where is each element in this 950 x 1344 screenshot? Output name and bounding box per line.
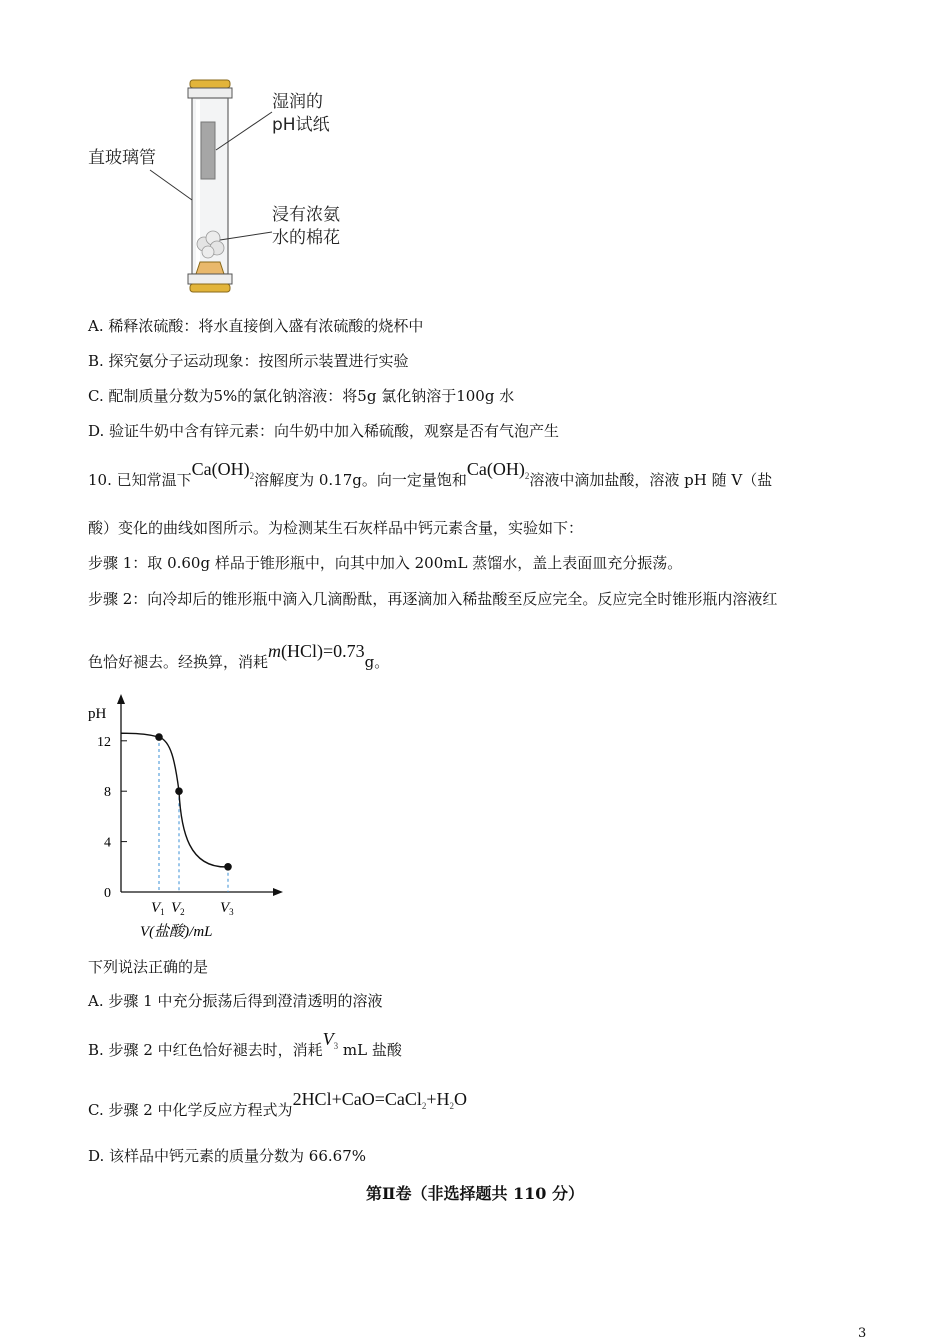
y-tick-label: 4 [104, 835, 111, 851]
eq-part-3: O [454, 1089, 468, 1109]
q10-option-b-text: B. 步骤 2 中红色恰好褪去时，消耗 [88, 1041, 323, 1059]
q10-question: 下列说法正确的是 [88, 958, 209, 976]
q10-option-c [88, 1089, 468, 1122]
q10-text-a: 10. 已知常温下 [88, 471, 192, 489]
eq-sub-2b: 2 [449, 1101, 455, 1111]
x-axis-arrow [273, 888, 283, 896]
tube-top-clamp [188, 88, 232, 98]
q10-line-5 [88, 641, 390, 672]
label-cotton-1: 浸有浓氨 [272, 205, 340, 225]
page-number: 3 [858, 1326, 867, 1341]
x-tick-label: $V_1$ [151, 900, 165, 917]
tube-top-cap [190, 80, 230, 88]
guide-lines [159, 737, 228, 892]
y-tick-label: 8 [104, 785, 111, 801]
q10-text-l5a: 色恰好褪去。经换算，消耗 [88, 653, 269, 671]
label-ph-paper-2: pH试纸 [272, 115, 330, 135]
ph-curve [121, 733, 228, 867]
data-point-v1 [155, 733, 163, 741]
y-axis-label: pH [88, 706, 107, 722]
q10-step-2: 步骤 2：向冷却后的锥形瓶中滴入几滴酚酞，再逐滴加入稀盐酸至反应完全。反应完全时锥形瓶内溶液红 [88, 590, 778, 608]
formula-equation [293, 1089, 467, 1109]
data-point-v2 [175, 787, 183, 795]
q10-option-d: D. 该样品中钙元素的质量分数为 66.67% [88, 1147, 366, 1165]
y-tick-label: 0 [104, 886, 111, 901]
q10-step-1: 步骤 1：取 0.60g 样品于锥形瓶中，向其中加入 200mL 蒸馏水，盖上表面皿充分振荡。 [88, 554, 683, 572]
label-glass-tube: 直玻璃管 [88, 148, 156, 168]
q10-text-l5b: g。 [364, 653, 390, 671]
formula-caoh: Ca(OH) [466, 459, 525, 479]
q10-line-1 [88, 459, 773, 492]
formula-sub-2: 2 [524, 471, 530, 481]
q9-option-c: C. 配制质量分数为5%的氯化钠溶液：将5g 氯化钠溶于100g 水 [88, 387, 515, 405]
formula-v: V [322, 1029, 334, 1049]
leader-line-tube [150, 170, 192, 200]
data-points [155, 733, 232, 870]
y-ticks [97, 735, 127, 901]
x-ticks [151, 900, 234, 917]
q10-option-a: A. 步骤 1 中充分振荡后得到澄清透明的溶液 [88, 992, 383, 1010]
ph-chart [80, 690, 300, 950]
eq-part-1: 2HCl+CaO=CaCl [292, 1089, 422, 1109]
q10-text-c: 溶液中滴加盐酸，溶液 pH 随 V（盐 [529, 471, 773, 489]
y-tick-label: 12 [97, 734, 111, 750]
q9-option-d: D. 验证牛奶中含有锌元素：向牛奶中加入稀硫酸，观察是否有气泡产生 [88, 422, 560, 440]
data-point-v3 [224, 863, 232, 871]
tube-bottom-clamp [188, 274, 232, 284]
formula-caoh2-2 [467, 459, 529, 479]
section-title: 第Ⅱ卷（非选择题共 110 分） [365, 1184, 585, 1203]
q9-option-a: A. 稀释浓硫酸：将水直接倒入盛有浓硫酸的烧杯中 [88, 317, 424, 335]
formula-sub-3: 3 [333, 1041, 339, 1051]
q10-option-b-unit: mL 盐酸 [338, 1041, 402, 1059]
formula-m: m [268, 641, 282, 661]
x-tick-label: $V_3$ [220, 900, 234, 917]
q10-option-b [88, 1029, 402, 1062]
label-ph-paper-1: 湿润的 [272, 92, 323, 112]
formula-hcl-value: (HCl)=0.73 [281, 641, 365, 661]
ph-paper [201, 122, 215, 179]
formula-caoh2-1 [192, 459, 254, 479]
formula-v3 [323, 1029, 339, 1049]
formula-m-hcl [268, 641, 365, 661]
formula-sub-2: 2 [249, 471, 255, 481]
x-axis-label: V(盐酸)/mL [140, 924, 213, 940]
glass-tube-figure [140, 72, 280, 304]
q10-line-2: 酸）变化的曲线如图所示。为检测某生石灰样品中钙元素含量，实验如下： [88, 519, 584, 537]
eq-part-2: +H [426, 1089, 450, 1109]
label-cotton-2: 水的棉花 [272, 228, 340, 248]
eq-sub-2a: 2 [421, 1101, 427, 1111]
x-tick-label: $V_2$ [171, 900, 185, 917]
y-axis-arrow [117, 694, 125, 704]
tube-bottom-cap [190, 284, 230, 292]
formula-caoh: Ca(OH) [191, 459, 250, 479]
q9-option-b: B. 探究氨分子运动现象：按图所示装置进行实验 [88, 352, 409, 370]
bottom-stopper [196, 262, 224, 274]
q10-text-b: 溶解度为 0.17g。向一定量饱和 [254, 471, 467, 489]
q10-option-c-text: C. 步骤 2 中化学反应方程式为 [88, 1101, 293, 1119]
